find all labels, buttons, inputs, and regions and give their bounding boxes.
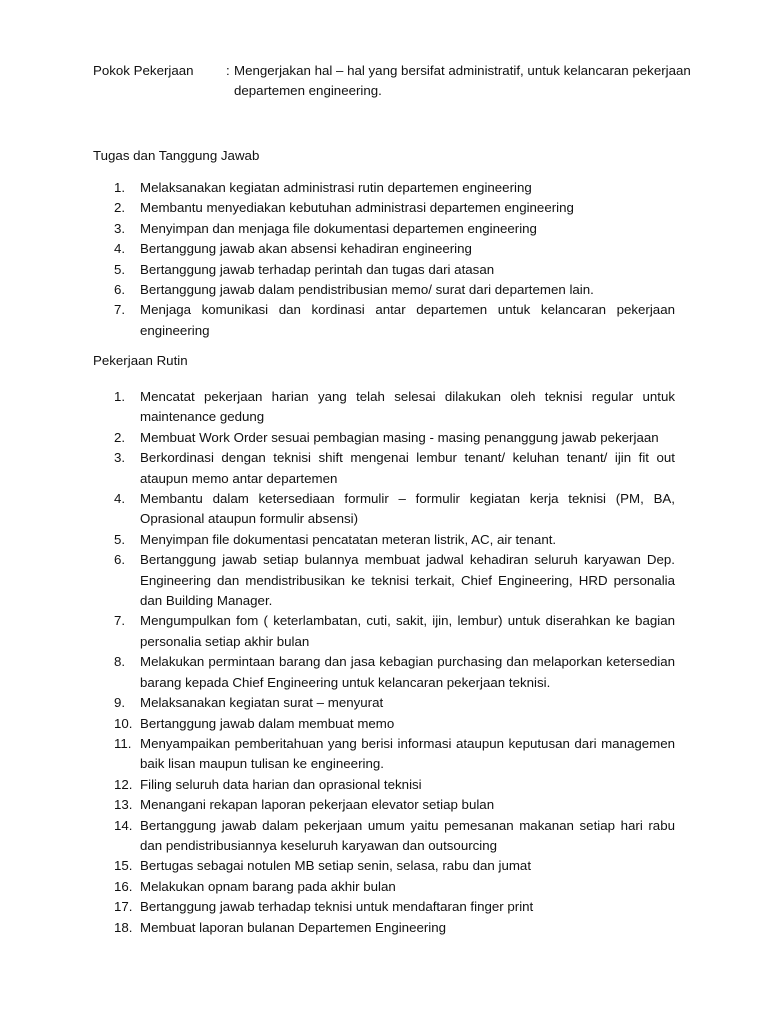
tugas-item (93, 300, 675, 341)
list-item-text: Bertanggung jawab dalam pendistribusian memo/ surat dari departemen lain. (140, 282, 594, 298)
rutin-list (93, 387, 675, 938)
list-item-number: 6. (114, 552, 126, 568)
rutin-item (93, 734, 675, 775)
rutin-item (93, 714, 675, 734)
list-item-text: Membantu menyediakan kebutuhan administrasi departemen engineering (140, 200, 574, 216)
list-item-text: Bertanggung jawab dalam membuat memo (140, 715, 395, 731)
list-item-text: Berkordinasi dengan teknisi shift mengenai lembur tenant/ keluhan tenant/ ijin fit out ataupun memo antar departemen (140, 450, 675, 486)
list-item-text: Bertanggung jawab terhadap teknisi untuk mendaftaran finger print (140, 899, 534, 915)
rutin-item (93, 652, 675, 693)
rutin-item (93, 530, 675, 550)
list-item-text: Bertanggung jawab akan absensi kehadiran engineering (140, 241, 472, 257)
rutin-item (93, 775, 675, 795)
pokok-pekerjaan-colon: : (226, 63, 230, 78)
list-item-number: 2. (114, 429, 126, 445)
list-item-text: Bertanggung jawab terhadap perintah dan tugas dari atasan (140, 261, 495, 277)
pokok-pekerjaan-label: Pokok Pekerjaan (93, 63, 194, 78)
rutin-item (93, 387, 675, 428)
list-item-text: Membuat laporan bulanan Departemen Engineering (140, 919, 447, 935)
rutin-item (93, 489, 675, 530)
list-item-number: 1. (114, 389, 126, 404)
list-item-number: 7. (114, 302, 126, 318)
tugas-list (93, 178, 675, 341)
list-item-number: 11. (114, 735, 132, 751)
list-item-number: 15. (114, 858, 133, 874)
list-item-number: 13. (114, 797, 133, 813)
list-item-number: 8. (114, 654, 126, 670)
rutin-item (93, 795, 675, 815)
rutin-item (93, 897, 675, 917)
rutin-item (93, 877, 675, 897)
list-item-text: Membuat Work Order sesuai pembagian masing - masing penanggung jawab pekerjaan (140, 429, 659, 445)
list-item-text: Membantu dalam ketersediaan formulir – formulir kegiatan kerja teknisi (PM, BA, Oprasional ataupun formulir absensi) (140, 491, 675, 527)
list-item-number: 18. (114, 919, 133, 935)
list-item-text: Melakukan opnam barang pada akhir bulan (140, 878, 396, 894)
list-item-text: Menjaga komunikasi dan kordinasi antar departemen untuk kelancaran pekerjaan engineering (140, 302, 675, 338)
list-item-number: 16. (114, 878, 133, 894)
list-item-number: 3. (114, 450, 126, 466)
rutin-item (93, 611, 675, 652)
list-item-number: 17. (114, 899, 133, 915)
rutin-item (93, 428, 675, 448)
rutin-item (93, 856, 675, 876)
list-item-number: 14. (114, 817, 133, 833)
list-item-number: 10. (114, 715, 133, 731)
list-item-number: 4. (114, 491, 126, 507)
list-item-text: Bertanggung jawab setiap bulannya membuat jadwal kehadiran seluruh karyawan Dep. Engineering dan mendistribusikan ke teknisi terkait, Chief Engineering, HRD personalia dan Building Manager. (140, 552, 675, 609)
list-item-text: Menyampaikan pemberitahuan yang berisi informasi ataupun keputusan dari managemen baik lisan maupun tulisan ke engineering. (140, 735, 675, 772)
list-item-text: Menyimpan file dokumentasi pencatatan meteran listrik, AC, air tenant. (140, 531, 557, 547)
tugas-item (93, 239, 675, 259)
list-item-number: 1. (114, 180, 126, 195)
list-item-number: 6. (114, 282, 126, 298)
list-item-number: 7. (114, 613, 126, 629)
list-item-number: 3. (114, 220, 126, 236)
list-item-text: Bertugas sebagai notulen MB setiap senin, selasa, rabu dan jumat (140, 858, 532, 874)
rutin-heading: Pekerjaan Rutin (93, 353, 188, 368)
tugas-item (93, 198, 675, 218)
list-item-number: 12. (114, 776, 133, 792)
rutin-item (93, 550, 675, 611)
list-item-number: 5. (114, 531, 126, 547)
list-item-number: 9. (114, 695, 126, 711)
list-item-number: 5. (114, 261, 126, 277)
rutin-item (93, 693, 675, 713)
list-item-text: Mencatat pekerjaan harian yang telah selesai dilakukan oleh teknisi regular untuk maintenance gedung (140, 389, 675, 425)
tugas-item (93, 178, 675, 198)
rutin-item (93, 448, 675, 489)
tugas-heading: Tugas dan Tanggung Jawab (93, 148, 260, 163)
tugas-item (93, 280, 675, 300)
list-item-text: Melaksanakan kegiatan administrasi rutin departemen engineering (140, 180, 532, 195)
rutin-item (93, 918, 675, 938)
list-item-number: 2. (114, 200, 126, 216)
list-item-text: Menyimpan dan menjaga file dokumentasi departemen engineering (140, 220, 537, 236)
list-item-text: Menangani rekapan laporan pekerjaan elevator setiap bulan (140, 797, 495, 813)
list-item-text: Mengumpulkan fom ( keterlambatan, cuti, sakit, ijin, lembur) untuk diserahkan ke bagian personalia setiap akhir bulan (140, 613, 675, 649)
list-item-number: 4. (114, 241, 126, 257)
list-item-text: Bertanggung jawab dalam pekerjaan umum yaitu pemesanan makanan setiap hari rabu dan pendistribusiannya keseluruh karyawan dan outsourcing (140, 817, 675, 853)
list-item-text: Melaksanakan kegiatan surat – menyurat (140, 695, 384, 711)
list-item-text: Melakukan permintaan barang dan jasa kebagian purchasing dan melaporkan ketersedian barang kepada Chief Engineering untuk kelancaran pekerjaan teknisi. (140, 654, 675, 690)
tugas-item (93, 260, 675, 280)
pokok-pekerjaan-value: Mengerjakan hal – hal yang bersifat administratif, untuk kelancaran pekerjaan departemen engineering. (234, 63, 691, 98)
rutin-item (93, 816, 675, 857)
tugas-item (93, 219, 675, 239)
list-item-text: Filing seluruh data harian dan oprasional teknisi (140, 776, 422, 792)
